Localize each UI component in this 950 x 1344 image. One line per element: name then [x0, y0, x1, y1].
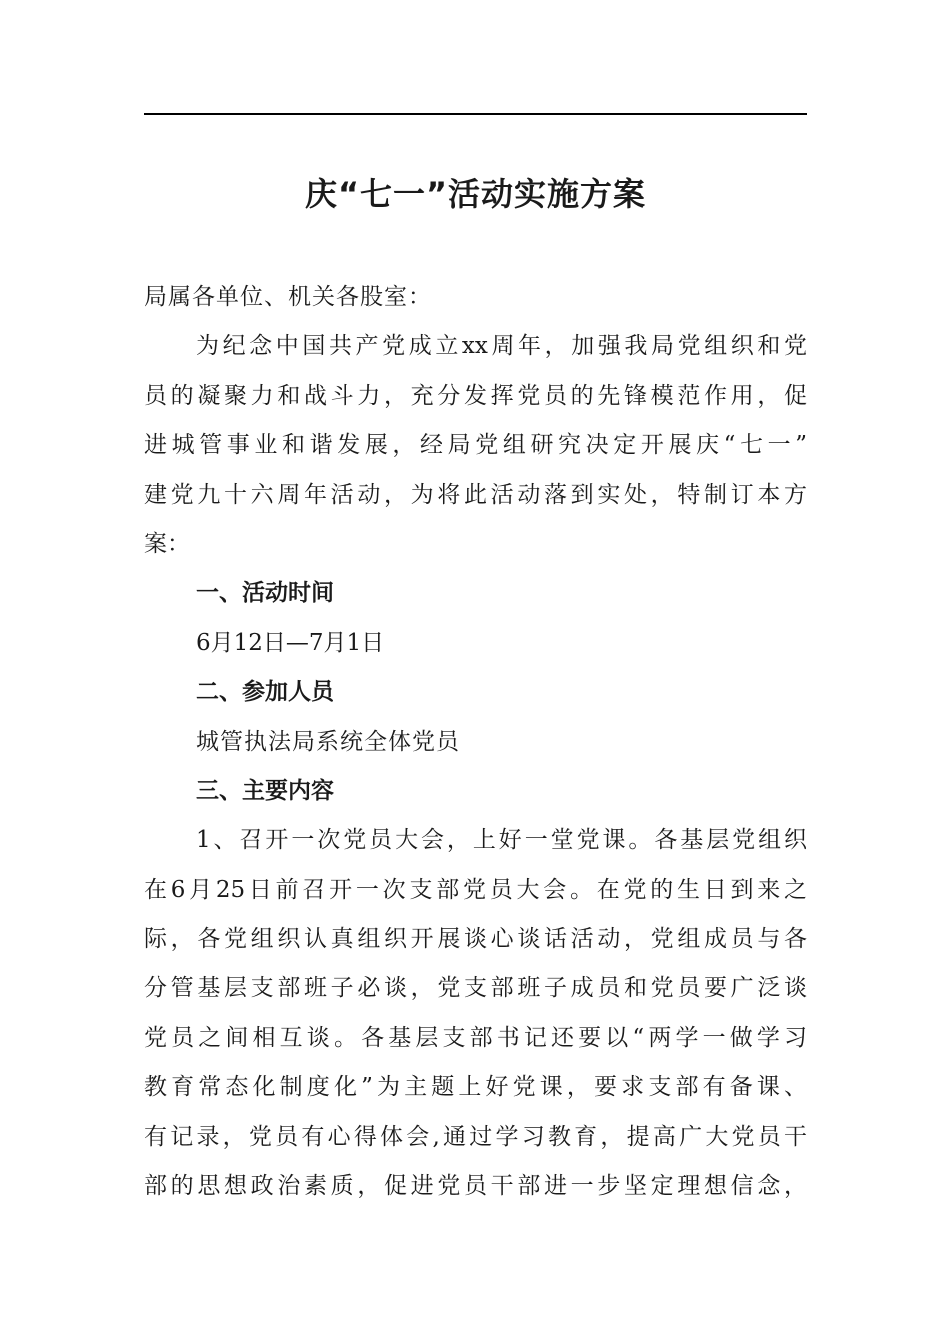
- section-heading-content: 三、主要内容: [196, 777, 334, 804]
- content-line: 际，各党组织认真组织开展谈心谈话活动，党组成员与各: [144, 926, 807, 953]
- intro-line: 为纪念中国共产党成立xx周年，加强我局党组织和党: [196, 333, 807, 360]
- document-body: [144, 273, 807, 1211]
- content-line: 分管基层支部班子必谈，党支部班子成员和党员要广泛谈: [144, 975, 807, 1002]
- content-line: 1、召开一次党员大会，上好一堂党课。各基层党组织: [196, 827, 807, 854]
- section-content-participants: 城管执法局系统全体党员: [196, 728, 460, 755]
- content-line: 有记录，党员有心得体会,通过学习教育，提高广大党员干: [144, 1123, 807, 1150]
- intro-line: 案：: [144, 530, 190, 557]
- section-heading-time: 一、活动时间: [196, 580, 334, 607]
- content-line: 部的思想政治素质，促进党员干部进一步坚定理想信念，: [144, 1173, 807, 1200]
- section-heading-participants: 二、参加人员: [196, 679, 334, 706]
- content-line: 党员之间相互谈。各基层支部书记还要以“两学一做学习: [144, 1024, 807, 1051]
- intro-line: 员的凝聚力和战斗力，充分发挥党员的先锋模范作用，促: [144, 382, 807, 409]
- section-content-time: 6月12日—7月1日: [196, 629, 385, 656]
- content-line: 在6月25日前召开一次支部党员大会。在党的生日到来之: [144, 876, 807, 903]
- header-rule: [144, 113, 807, 115]
- intro-line: 建党九十六周年活动，为将此活动落到实处，特制订本方: [144, 481, 807, 508]
- content-line: 教育常态化制度化”为主题上好党课，要求支部有备课、: [144, 1074, 807, 1101]
- document-title: 庆“七一”活动实施方案: [304, 175, 647, 213]
- salutation: 局属各单位、机关各股室：: [144, 284, 432, 310]
- intro-line: 进城管事业和谐发展，经局党组研究决定开展庆“七一”: [144, 432, 807, 459]
